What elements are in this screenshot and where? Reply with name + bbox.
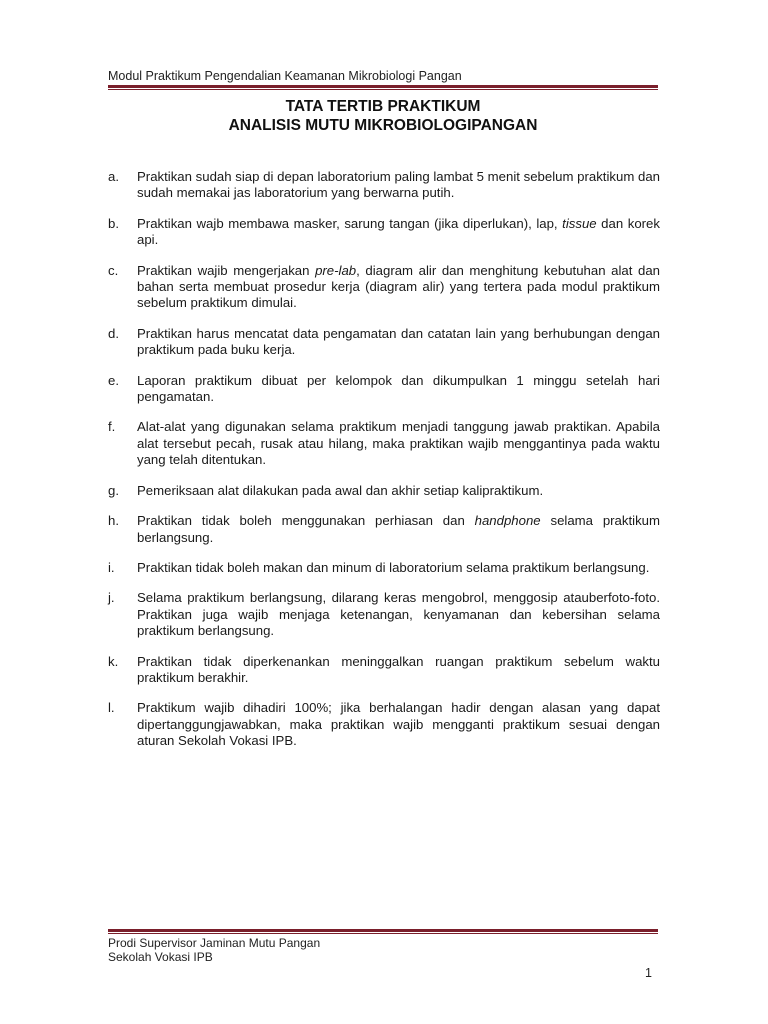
rule-item-segment: Pemeriksaan alat dilakukan pada awal dan akhir setiap kalipraktikum. <box>137 482 544 498</box>
rule-item <box>108 560 660 576</box>
rule-item-text <box>137 560 660 576</box>
rule-item-segment: Praktikan sudah siap di depan laboratorium paling lambat 5 menit sebelum praktikum dan sudah memakai jas laboratorium yang berwarna putih. <box>137 169 660 201</box>
rule-item-segment: Alat-alat yang digunakan selama praktikum menjadi tanggung jawab praktikan. Apabila alat tersebut pecah, rusak atau hilang, maka praktikan wajib menggantinya pada waktu yang telah ditentukan. <box>137 419 660 468</box>
rules-list <box>108 169 660 764</box>
rule-item-segment: Praktikan tidak boleh makan dan minum di laboratorium selama praktikum berlangsung. <box>137 559 650 575</box>
rule-item-text <box>137 700 660 749</box>
rule-item-segment: Praktikan tidak diperkenankan meninggalkan ruangan praktikum sebelum waktu praktikum berakhir. <box>137 653 660 685</box>
rule-item-segment: dan korek api. <box>137 215 660 248</box>
rule-item <box>108 590 660 639</box>
rule-item <box>108 513 660 546</box>
rule-item-text <box>137 483 660 499</box>
page-number: 1 <box>645 966 652 980</box>
rule-item-marker: k. <box>108 653 119 669</box>
rule-item-text <box>137 373 660 406</box>
rule-item-marker: j. <box>108 590 115 606</box>
rule-item-emphasis: tissue <box>562 215 597 231</box>
rule-item <box>108 373 660 406</box>
footer-school: Sekolah Vokasi IPB <box>108 950 213 964</box>
rule-item <box>108 654 660 687</box>
rule-item-marker: i. <box>108 559 115 575</box>
rule-item-segment: Praktikan wajb membawa masker, sarung tangan (jika diperlukan), lap, <box>137 215 563 231</box>
rule-item-text <box>137 263 660 312</box>
footer-text <box>108 936 320 964</box>
rule-item-segment: Praktikum wajib dihadiri 100%; jika berhalangan hadir dengan alasan yang dapat dipertanggungjawabkan, maka praktikan wajib mengganti praktikum sesuai dengan aturan Sekolah Vokasi IPB. <box>137 700 660 749</box>
rule-item-segment: selama praktikum berlangsung. <box>137 513 660 545</box>
rule-item-marker: l. <box>108 700 115 716</box>
rule-item <box>108 419 660 468</box>
rule-item-marker: b. <box>108 215 119 231</box>
rule-item-marker: h. <box>108 513 119 529</box>
footer-program: Prodi Supervisor Jaminan Mutu Pangan <box>108 936 321 950</box>
rule-item-text <box>137 590 660 639</box>
rule-item <box>108 169 660 202</box>
rule-item-marker: e. <box>108 372 119 388</box>
header-rule <box>108 85 658 90</box>
rule-item-emphasis: handphone <box>474 513 541 529</box>
rule-item-text <box>137 326 660 359</box>
rule-item-text <box>137 513 660 546</box>
rule-item-segment: Selama praktikum berlangsung, dilarang keras mengobrol, menggosip atauberfoto-foto. Praktikan juga wajib menjaga ketenangan, kenyamanan dan kebersihan selama praktikum berlangsung. <box>137 590 660 639</box>
rule-item-emphasis: pre-lab <box>315 262 357 278</box>
module-title: Modul Praktikum Pengendalian Keamanan Mikrobiologi Pangan <box>108 69 462 83</box>
rule-item-segment: Praktikan wajib mengerjakan <box>137 262 316 278</box>
rule-item <box>108 263 660 312</box>
document-title-line2: ANALISIS MUTU MIKROBIOLOGIPANGAN <box>228 117 538 134</box>
rule-item-marker: d. <box>108 325 119 341</box>
rule-item <box>108 216 660 249</box>
rule-item <box>108 700 660 749</box>
rule-item-marker: a. <box>108 169 119 184</box>
rule-item <box>108 326 660 359</box>
document-title-line1: TATA TERTIB PRAKTIKUM <box>285 98 481 115</box>
rule-item <box>108 483 660 499</box>
rule-item-segment: Praktikan tidak boleh menggunakan perhiasan dan <box>137 513 475 529</box>
rule-item-text <box>137 169 660 202</box>
rule-item-text <box>137 216 660 249</box>
rule-item-segment: Praktikan harus mencatat data pengamatan dan catatan lain yang berhubungan dengan praktikum pada buku kerja. <box>137 325 660 358</box>
rule-item-segment: Laporan praktikum dibuat per kelompok dan dikumpulkan 1 minggu setelah hari pengamatan. <box>137 372 660 405</box>
footer-rule <box>108 929 658 934</box>
rule-item-text <box>137 419 660 468</box>
rule-item-marker: f. <box>108 419 116 435</box>
rule-item-segment: , diagram alir dan menghitung kebutuhan alat dan bahan serta membuat prosedur kerja (diagram alir) yang tertera pada modul praktikum sebelum praktikum dimulai. <box>137 262 660 311</box>
rule-item-marker: c. <box>108 262 119 278</box>
rule-item-text <box>137 654 660 687</box>
rule-item-marker: g. <box>108 482 119 498</box>
